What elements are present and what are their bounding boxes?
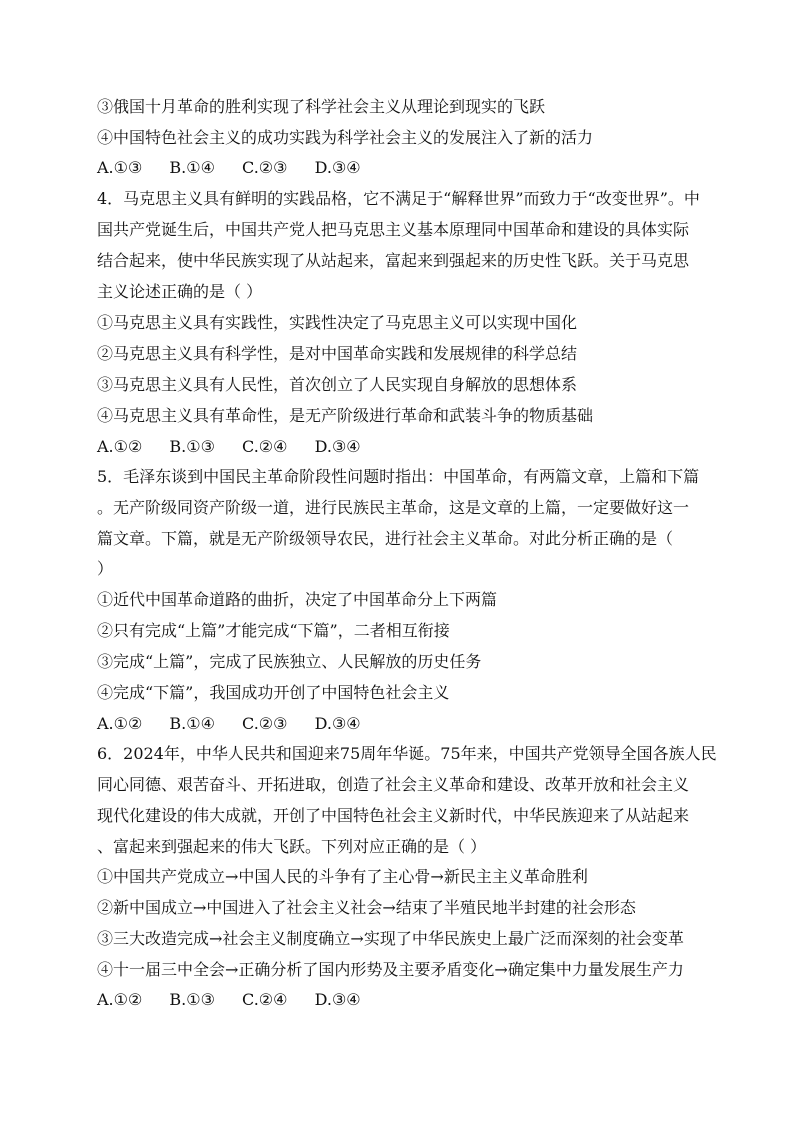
q6-item-3: ③三大改造完成→社会主义制度确立→实现了中华民族史上最广泛而深刻的社会变革 [97,929,684,948]
q6-item-4: ④十一届三中全会→正确分析了国内形势及主要矛盾变化→确定集中力量发展生产力 [97,960,684,979]
q5-stem-line: 5．毛泽东谈到中国民主革命阶段性问题时指出：中国革命，有两篇文章，上篇和下篇 [97,467,700,486]
q4-item-4: ④马克思主义具有革命性，是无产阶级进行革命和武装斗争的物质基础 [97,406,594,425]
q5-stem-line: ） [97,559,114,578]
q3-item-3: ③俄国十月革命的胜利实现了科学社会主义从理论到现实的飞跃 [97,97,546,116]
q4-item-3: ③马克思主义具有人民性，首次创立了人民实现自身解放的思想体系 [97,375,578,394]
q6-item-1: ①中国共产党成立→中国人民的斗争有了主心骨→新民主主义革命胜利 [97,867,588,886]
q6-options [97,990,383,1010]
q4-option-d: D.③④ [314,437,361,456]
q6-item-2: ②新中国成立→中国进入了社会主义社会→结束了半殖民地半封建的社会形态 [97,898,636,917]
q4-stem-line: 4．马克思主义具有鲜明的实践品格，它不满足于“解释世界”而致力于“改变世界”。中 [97,189,700,208]
q6-stem-line: 同心同德、艰苦奋斗、开拓进取，创造了社会主义革命和建设、改革开放和社会主义 [97,775,690,794]
q3-option-a: A.①③ [97,158,143,177]
q5-option-a: A.①② [97,714,143,733]
q5-item-1: ①近代中国革命道路的曲折，决定了中国革命分上下两篇 [97,590,498,609]
q4-options [97,437,383,457]
q5-options [97,714,383,734]
q6-stem-line: 、富起来到强起来的伟大飞跃。下列对应正确的是（ ） [97,837,487,856]
q4-item-1: ①马克思主义具有实践性，实践性决定了马克思主义可以实现中国化 [97,313,578,332]
q3-option-b: B.①④ [169,158,215,177]
q3-option-c: C.②③ [242,158,288,177]
q5-stem-line: 篇文章。下篇，就是无产阶级领导农民，进行社会主义革命。对此分析正确的是（ [97,529,674,548]
q6-option-c: C.②④ [242,990,288,1009]
q4-stem-line: 主义论述正确的是（ ） [97,282,263,301]
q6-stem-line: 现代化建设的伟大成就，开创了中国特色社会主义新时代，中华民族迎来了从站起来 [97,806,690,825]
q4-item-2: ②马克思主义具有科学性，是对中国革命实践和发展规律的科学总结 [97,344,578,363]
q4-stem-line: 结合起来，使中华民族实现了从站起来，富起来到强起来的历史性飞跃。关于马克思 [97,251,690,270]
q5-item-4: ④完成“下篇”，我国成功开创了中国特色社会主义 [97,683,450,702]
q5-option-d: D.③④ [314,714,361,733]
q4-option-b: B.①③ [169,437,215,456]
q4-option-a: A.①② [97,437,143,456]
q3-option-d: D.③④ [314,158,361,177]
q5-item-3: ③完成“上篇”，完成了民族独立、人民解放的历史任务 [97,652,482,671]
q5-option-c: C.②③ [242,714,288,733]
q5-item-2: ②只有完成“上篇”才能完成“下篇”，二者相互衔接 [97,621,450,640]
q4-stem-line: 国共产党诞生后，中国共产党人把马克思主义基本原理同中国革命和建设的具体实际 [97,220,690,239]
q6-option-d: D.③④ [314,990,361,1009]
q5-stem-line: 。无产阶级同资产阶级一道，进行民族民主革命，这是文章的上篇，一定要做好这一 [97,498,690,517]
q4-option-c: C.②④ [242,437,288,456]
q6-stem-line: 6．2024年，中华人民共和国迎来75周年华诞。75年来，中国共产党领导全国各族人民 [97,744,717,763]
q5-option-b: B.①④ [169,714,215,733]
q6-option-a: A.①② [97,990,143,1009]
q3-item-4: ④中国特色社会主义的成功实践为科学社会主义的发展注入了新的活力 [97,128,594,147]
q6-option-b: B.①③ [169,990,215,1009]
q3-options [97,158,383,178]
